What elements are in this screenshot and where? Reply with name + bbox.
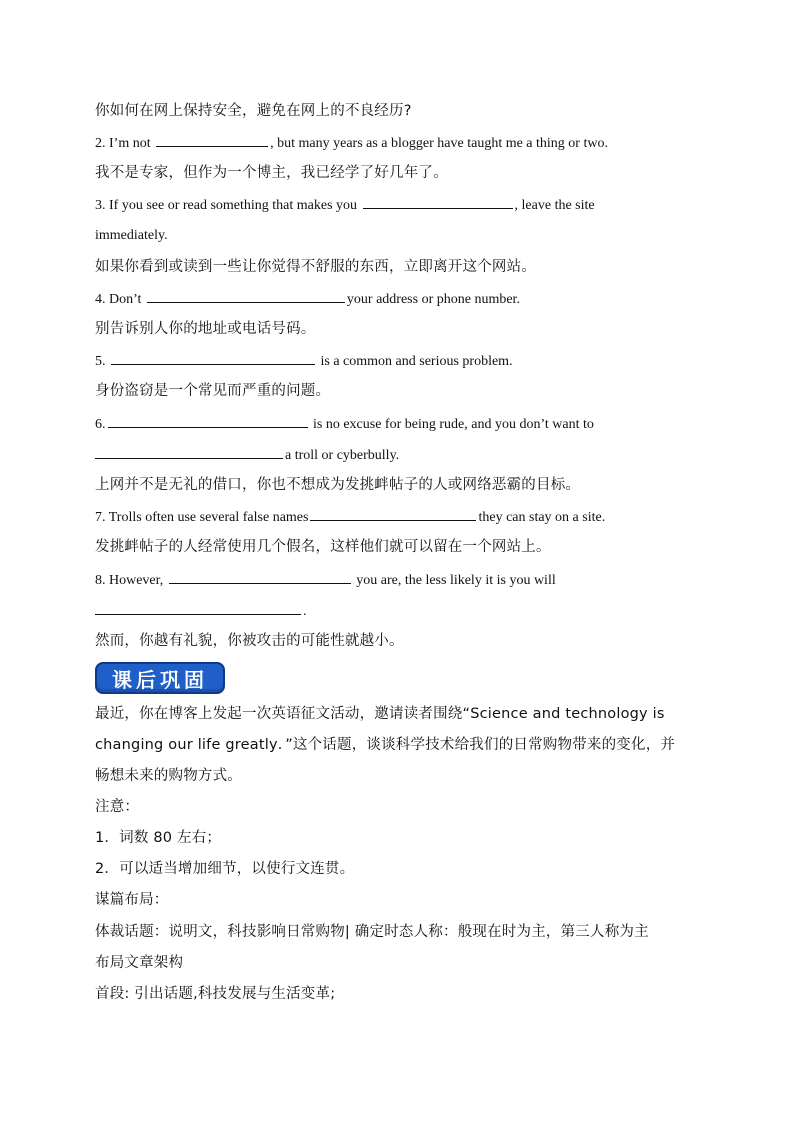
- exercise-2-cn: 我不是专家，但作为一个博主，我已经学了好几年了。: [95, 165, 448, 181]
- answer-blank[interactable]: [156, 132, 268, 147]
- answer-blank[interactable]: [169, 569, 351, 584]
- note-1: 1．词数 80 左右；: [95, 830, 222, 846]
- exercise-5-en: 5. is a common and serious problem.: [95, 350, 705, 372]
- answer-blank[interactable]: [310, 506, 476, 521]
- exercise-3-cn: 如果你看到或读到一些让你觉得不舒服的东西，立即离开这个网站。: [95, 259, 536, 275]
- note-label: 注意：: [95, 799, 140, 815]
- answer-blank[interactable]: [108, 413, 308, 428]
- exercise-2-en: 2. I’m not , but many years as a blogger have taught me a thing or two.: [95, 132, 705, 154]
- task-prompt-line-2: changing our life greatly．”这个话题，谈谈科学技术给我们的日常购物带来的变化，并: [95, 737, 676, 753]
- exercise-6-en: 6. is no excuse for being rude, and you don’t want to: [95, 413, 705, 435]
- exercise-8-cn: 然而，你越有礼貌，你被攻击的可能性就越小。: [95, 633, 404, 649]
- exercise-4-cn: 别告诉别人你的地址或电话号码。: [95, 321, 316, 337]
- exercise-7-cn: 发挑衅帖子的人经常使用几个假名，这样他们就可以留在一个网站上。: [95, 539, 551, 555]
- section-badge: 课后巩固: [95, 662, 225, 694]
- exercise-3-en-cont: immediately.: [95, 228, 168, 243]
- plan-3: 首段: 引出话题,科技发展与生活变革;: [95, 986, 336, 1002]
- exercise-8-en-cont: .: [95, 600, 705, 622]
- answer-blank[interactable]: [147, 288, 345, 303]
- exercise-6-en-cont: a troll or cyberbully.: [95, 444, 705, 466]
- exercise-5-cn: 身份盗窃是一个常见而严重的问题。: [95, 383, 331, 399]
- answer-blank[interactable]: [95, 444, 283, 459]
- note-2: 2．可以适当增加细节，以使行文连贯。: [95, 861, 355, 877]
- answer-blank[interactable]: [111, 350, 315, 365]
- answer-blank[interactable]: [95, 600, 301, 615]
- task-prompt-line-3: 畅想未来的购物方式。: [95, 768, 242, 784]
- answer-blank[interactable]: [363, 194, 513, 209]
- exercise-3-en: 3. If you see or read something that makes you , leave the site: [95, 194, 705, 216]
- exercise-7-en: 7. Trolls often use several false names they can stay on a site.: [95, 506, 705, 528]
- intro-question: 你如何在网上保持安全，避免在网上的不良经历?: [95, 103, 412, 119]
- plan-1: 体裁话题：说明文，科技影响日常购物| 确定时态人称：般现在时为主，第三人称为主: [95, 924, 649, 940]
- exercise-4-en: 4. Don’t your address or phone number.: [95, 288, 705, 310]
- plan-2: 布局文章架构: [95, 955, 184, 971]
- task-prompt-line-1: 最近，你在博客上发起一次英语征文活动，邀请读者围绕“Science and technology is: [95, 706, 665, 722]
- plan-label: 谋篇布局：: [95, 892, 169, 908]
- exercise-8-en: 8. However, you are, the less likely it is you will: [95, 569, 705, 591]
- exercise-6-cn: 上网并不是无礼的借口，你也不想成为发挑衅帖子的人或网络恶霸的目标。: [95, 477, 581, 493]
